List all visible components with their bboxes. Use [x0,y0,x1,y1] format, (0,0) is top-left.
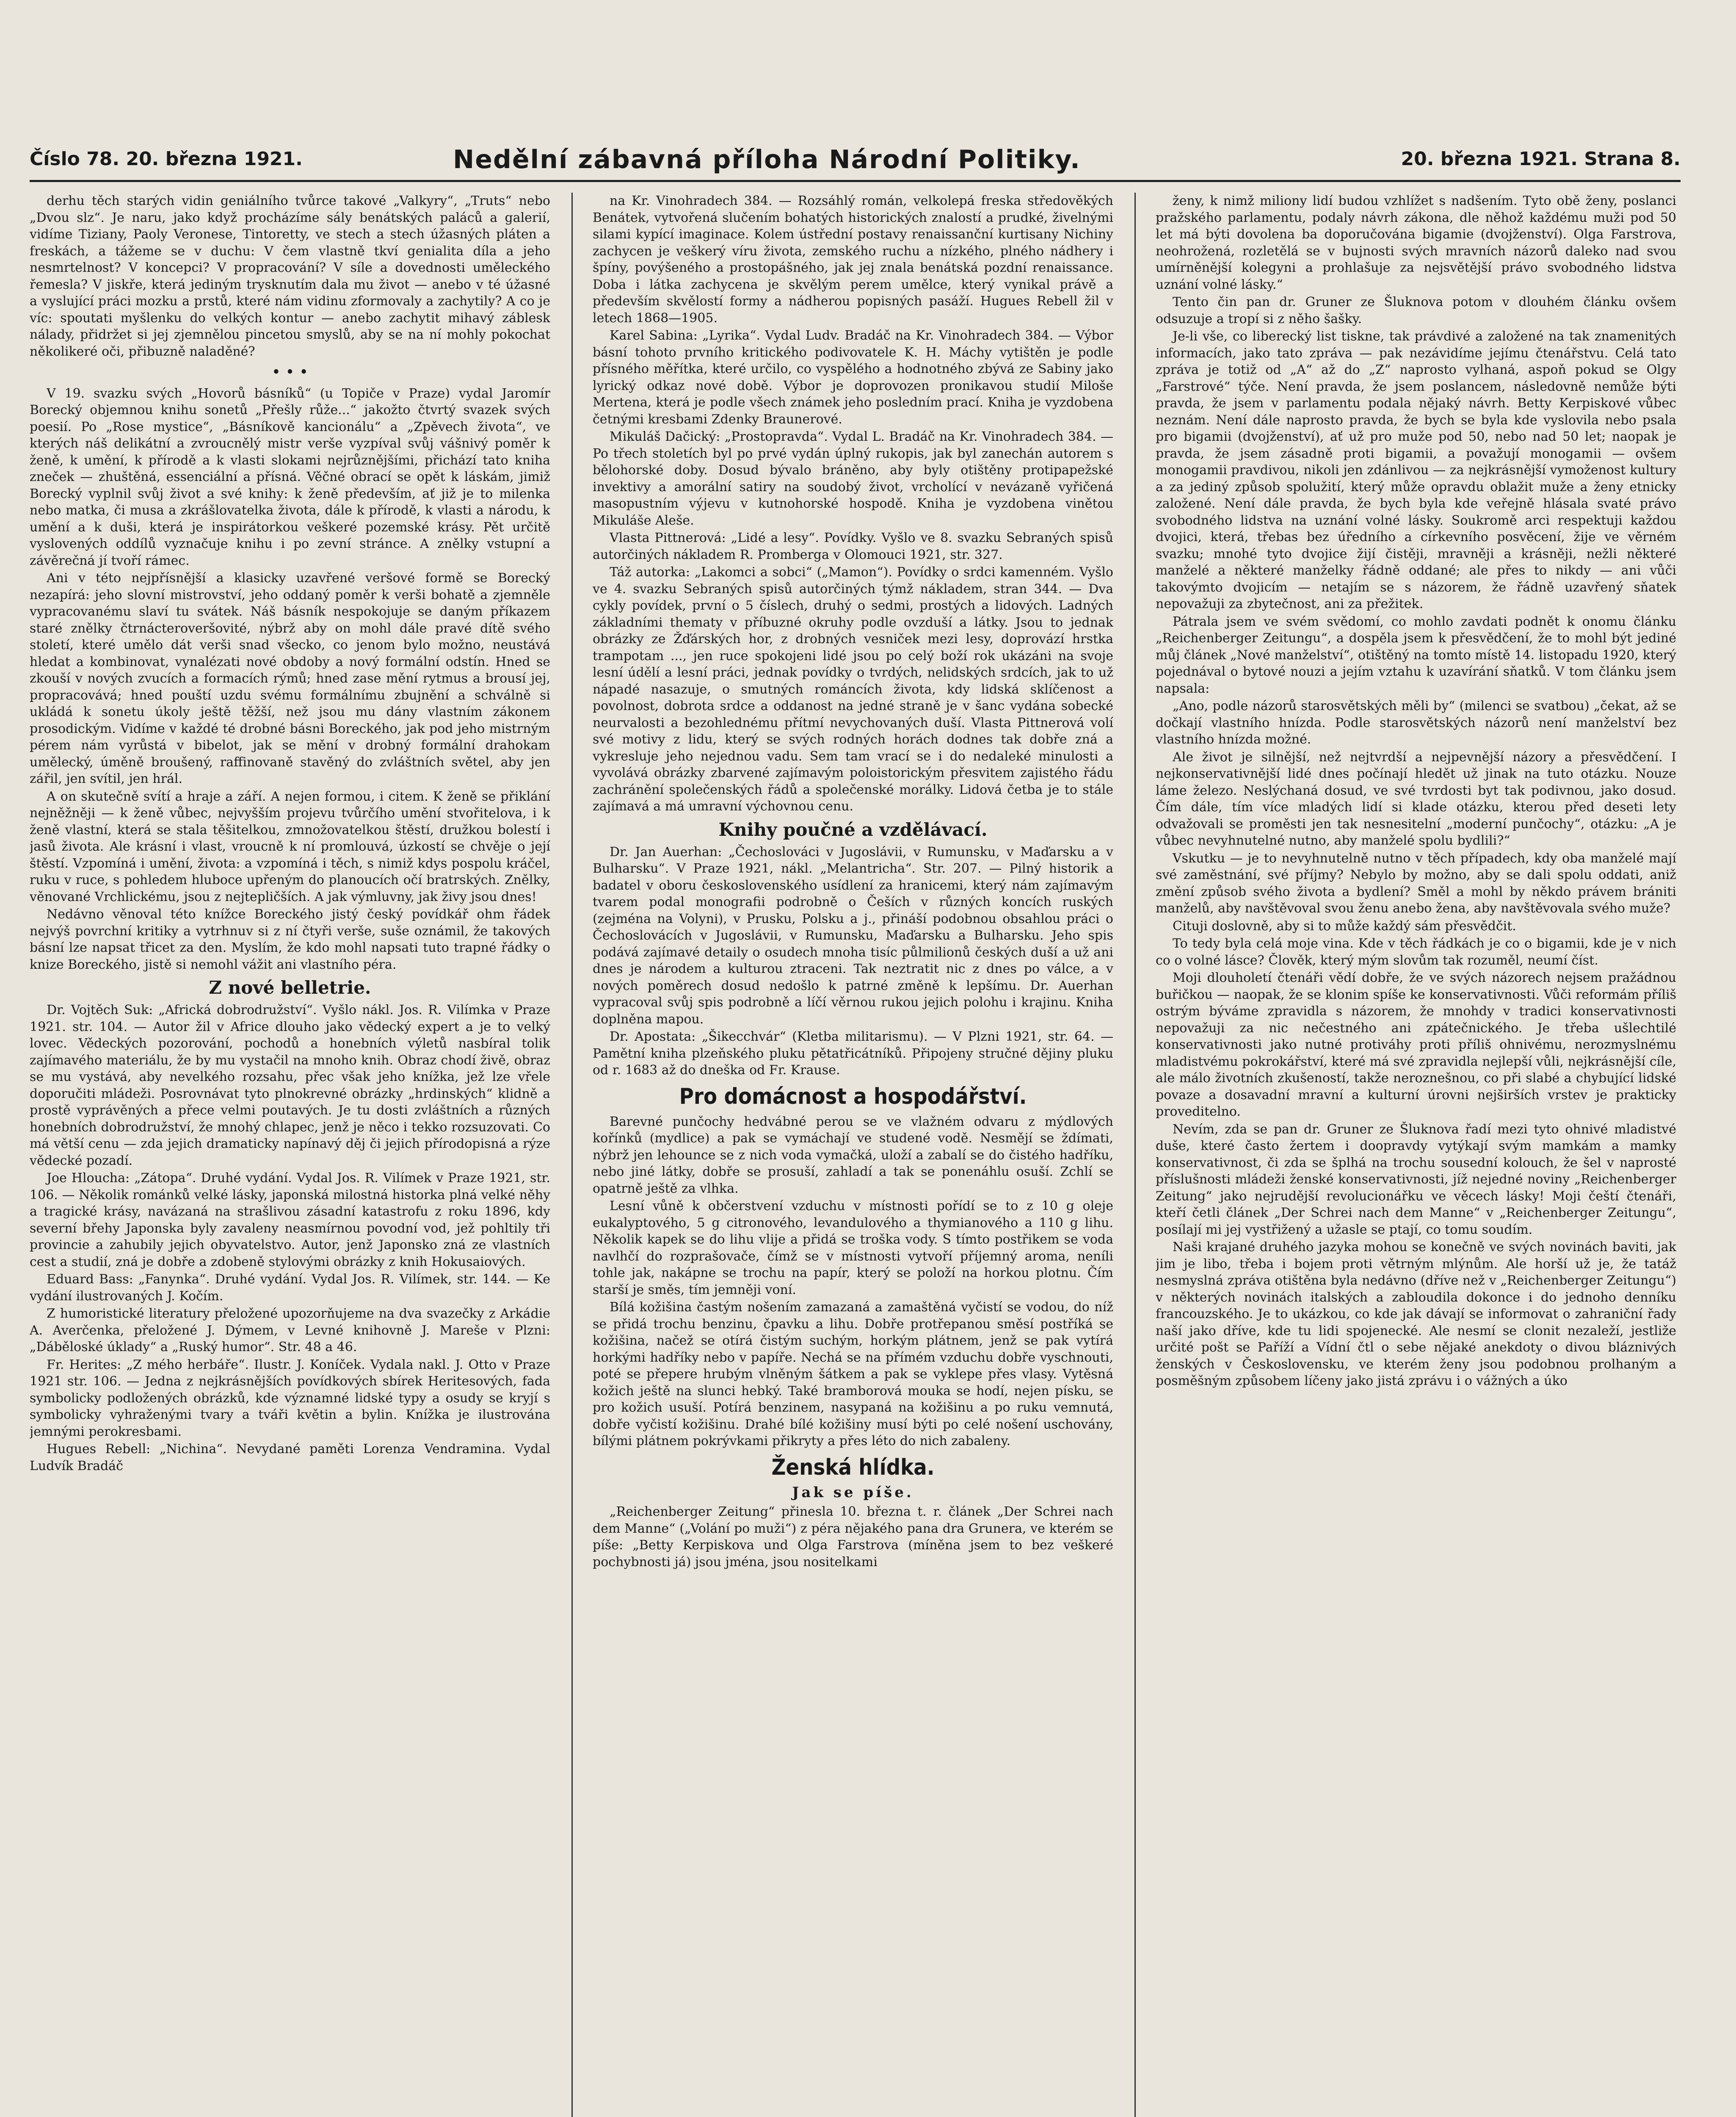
article-paragraph: V 19. svazku svých „Hovorů básníků“ (u Topiče v Praze) vydal Jaromír Borecký objemnou knihu sonetů „Přešly růže...“ jakožto čtvrtý svazek svých poesií. Po „Rose mystice“, „Básníkově kancionálu“ a „Zpěvech života“, ve kterých náš delikátní a zvroucnělý mistr verše vyzpíval svůj vášnivý poměr k ženě, k umění, k přírodě a k vlasti slokami nejrůznějšími, přichází tato kniha zneček — zhuštěná, essenciální a přísná. Věčné obrací se opět k láskám, jimiž Borecký vyplnil svůj život a své knihy: k ženě především, ať již je to milenka nebo matka, či musa a zkrášlovatelka života, dále k přírodě, k vlasti a národu, k umění a k duši, která je inspirátorkou veškeré pozemské krásy. Pět určitě vyslovených oddílů vyznačuje knihu i po zevní stránce. A znělky vstupní a závěrečná jí tvoří rámec. [30,386,550,568]
review-paragraph: Joe Hloucha: „Zátopa“. Druhé vydání. Vydal Jos. R. Vilímek v Praze 1921, str. 106. — Několik románků velké lásky, japonská milostná historka plná velké něhy a tragické krásy, navázaná na strašlivou zásadní katastrofu z roku 1896, kdy severní břehy Japonska byly zavaleny neasmírnou povodní vod, jež pohltily tři provincie a zahubily jejich obyvatelstvo. Autor, jenž Japonsko zná ze vlastních cest a studií, zná je dobře a zdobeně stylovými obrázky z knih Hokusaiových. [30,1171,550,1269]
article-paragraph: Tento čin pan dr. Gruner ze Šluknova potom v dlouhém článku ovšem odsuzuje a tropí si z něho šašky. [1156,295,1676,326]
review-paragraph: Mikuláš Dačický: „Prostopravda“. Vydal L. Bradáč na Kr. Vinohradech 384. — Po třech stoletích byl po prvé vydán úplný rukopis, jak byl zanechán autorem s bělohorské doby. Dosud bývalo bráněno, aby byly otištěny protipapežské invektivy a amorální satiry na soudobý život, vrcholící v nevázaně vyřičená masopustním výjevu v kutnohorské hospodě. Kniha je vyzdobena vinětou Mikuláše Aleše. [593,429,1113,528]
review-paragraph: Dr. Vojtěch Suk: „Africká dobrodružství“. Vyšlo nákl. Jos. R. Vilímka v Praze 1921. str. 104. — Autor žil v Africe dlouho jako vědecký expert a je to velký lovec. Vědeckých pozorování, pochodů a honebních výletů nasbíral tolik zajímavého materiálu, že by mu vystačil na mnoho knih. Obraz chodí živě, obraz se mu vystává, aby nevelkého rozsahu, přec však jeho knížka, jež lze vřele doporučiti mládeži. Posrovnávat tyto plnokrevné obrázky „hrdinských“ klidně a prostě vyprávěných a přece velmi poutavých. Je tu dosti zvláštních a různých honebních dobrodružství, že mnohý chlapec, jenž je něco i tekko rozsuzovati. Co má větší cenu — zda jejich dramaticky napínavý děj či jejich přírodopisná a rýze vědecké pozadí. [30,1003,550,1168]
column-divider [571,193,573,2117]
article-paragraph: A on skutečně svítí a hraje a září. A nejen formou, i citem. K ženě se přiklání nejněžněji — k ženě vůbec, nejvyšším projevu tvůrčího umění stvořitelova, i k ženě vlastní, která se stala těšitelkou, zmnožovatelkou štěstí, družkou bolestí i jasů života. Ale krásní i vlast, vroucně k ní promlouvá, úzkostí se chvěje o její štěstí. Vzpomíná i umění, života: a vzpomíná i těch, s nimiž kdys pospolu kráčel, ruku v ruce, s pohledem hluboce upřeným do planoucích očí bratrských. Znělky, věnované Vrchlickému, jsou z nejtepličších. A jak výmluvny, jak živy jsou dnes! [30,789,550,904]
article-paragraph: Ale život je silnější, než nejtvrdší a nejpevnější názory a přesvědčení. I nejkonservativnější lidé dnes počínají hledět už jinak na tuto otázku. Nouze láme železo. Neslýchaná dosud, ve své tvrdosti byt tak podivnou, jako dosud. Čím dále, tím více mladých lidí si klade otázku, kterou před deseti lety odvažovali se proměsti jen tak nesnesitelní „moderní punčochy“, otázku: „A je vůbec nevyhnutelné nutno, aby manželé spolu bydlili?“ [1156,749,1676,848]
subsection-heading: Jak se píše. [792,1484,914,1501]
review-paragraph: Hugues Rebell: „Nichina“. Nevydané paměti Lorenza Vendramina. Vydal Ludvík Bradáč [30,1442,550,1473]
review-paragraph: Dr. Jan Auerhan: „Čechoslováci v Jugoslávii, v Rumunsku, v Maďarsku a v Bulharsku“. V Praze 1921, nákl. „Melantricha“. Str. 207. — Pilný historik a badatel v oboru československého usídlení za hranicemi, který nám zajímavým tvarem podal monografii podrobně o Češích v různých koncích ruských (zejména na Volyni), v Prusku, Polsku a j., přináší podobnou obsahlou práci o Čechoslovácích v Jugoslávii, v Rumunsku, Maďarsku a Bulharsku. Jeho spis podává zajímavé detaily o osudech mnoha tisíc půlmilionů českých duší a už ani dnes je národem a kulturou ztraceni. Tak neztratit nic z dnes po válce, a v nových poměrech dosud nedošlo k patrné změně k lepšímu. Dr. Auerhan vypracoval svůj spis podrobně a líčí věrnou rukou jejich polohu i krajinu. Kniha doplněna mapou. [593,844,1113,1027]
column-2 [593,193,1113,2117]
review-paragraph: Z humoristické literatury přeložené upozorňujeme na dva svazečky z Arkádie A. Averčenka, přeložené J. Dýmem, v Levné knihovně J. Mareše v Plzni: „Dáběloské úklady“ a „Ruský humor“. Str. 48 a 46. [30,1306,550,1354]
page-date-number: 20. března 1921. Strana 8. [1401,148,1681,170]
article-paragraph: Je-li vše, co liberecký list tiskne, tak právdivé a založené na tak znamenitých informacích, jako tato zpráva — pak nezávidíme jejímu čtenářstvu. Celá tato zpráva je totiž od „A“ až do „Z“ naprosto vylhaná, aspoň pokud se Olgy „Farstrové“ týče. Není pravda, že jsem poslancem, následovně nemůže býti pravda, že jsem v parlamentu podala nějaký návrh. Betty Kerpiskové vůbec neznám. Není dále naprosto pravda, že bych se byla kde vyslovila nebo psala pro bigamii (dvojženství), ať už pro muže pod 50, nebo nad 50 let; naopak je pravda, že jsem zásadně proti bigamii, a považují monogamii — ovšem monogamii pravdivou, nikoli jen zdánlivou — za nejkrásnější vymoženost kultury a za jediný způsob spolužití, který může opravdu oblažit muže a ženy etnicky založené. Není dále pravda, že bych byla kde veřejně hlásala svaté právo svobodného lidstva na uznání volné lásky. Soukromě arci respektuji každou dvojici, která, třebas bez úředního a církevního posvěcení, žije ve věrném svazku; mnohé tyto dvojice žijí čistěji, mravněji a krásněji, nežli některé manželé a některé manželky řádně oddané; ale přes to nikdy — ani vůči takovýmto dvojicím — netajím se s názorem, že řádně uzavřený sňatek nepovažuji za zbytečnost, ani za přežitek. [1156,329,1676,611]
page-header [30,140,1681,182]
article-paragraph: To tedy byla celá moje vina. Kde v těch řádkách je co o bigamii, kde je v nich co o volné lásce? Člověk, který mým slovům tak rozuměl, neumí číst. [1156,936,1676,968]
article-paragraph: Pátrala jsem ve svém svědomí, co mohlo zavdati podnět k onomu článku „Reichenberger Zeitungu“, a dospěla jsem k přesvědčení, že to mohl být jediné můj článek „Nové manželství“, otištěný na tomto místě 14. listopadu 1920, který pojednával o bytové nouzi a jejím vztahu k uzavírání sňatků. V tom článku jsem napsala: [1156,614,1676,696]
article-paragraph: Ani v této nejpřísnější a klasicky uzavřené veršové formě se Borecký nezapírá: jeho slovní mistrovství, jeho oddaný poměr k verši bohatě a zjemněle vypracovanému slaví tu svátek. Náš básník nespokojuje se daným příkazem staré znělky čtrnácteroveršovité, nýbrž aby on mohl dále pravé dítě svého století, které umělo dát verši snad všecko, co jenom bylo možno, neustává hledat a kombinovat, vynalézati nové obdoby a nový formální odstín. Hned se zkouší v nových zvucích a formacích rýmů; hned zase mění rytmus a brousí jej, propracovává; hned pouští uzdu svému formálnímu zbujnění a schválně si ukládá k sonetu úkoly ještě těžší, než jsou mu dány vlastním zákonem prosodickým. Vidíme v každé té drobné básni Boreckého, jak pod jeho mistrným pérem nám vyrůstá v bibelot, jak se mění v drobný formální drahokam umělecký, úměně broušený, raffinovaně stavěný do zvláštních světel, aby jen zářil, jen svítil, jen hrál. [30,571,550,786]
issue-number: Číslo 78. 20. března 1921. [30,148,303,170]
tip-paragraph: Bílá kožišina častým nošením zamazaná a zamaštěná vyčistí se vodou, do níž se přidá trochu benzinu, čpavku a lihu. Dobře protřepanou směsí postříká se kožišina, načež se otírá čistým suchým, horkým plátnem, jenž se pak vytírá horkými hadříky nebo v papíře. Nechá se na přímém vzduchu dobře vyschnouti, poté se přepere hrubým vlněným šátkem a pak se vyklepe přes vlasy. Vytěsná kožich ještě na slunci hebký. Také bramborová mouka se hodí, nejen písku, se pro kožich usuší. Potírá benzinem, nasypaná na kožišinu a po ruku vemnutá, dobře vyčistí kožišinu. Drahé bílé kožišiny musí býti po celé nošení uschovány, bílými plátnem pokrývkami přikryty a přes léto do nich zabaleny. [593,1300,1113,1448]
article-paragraph: Nedávno věnoval této knížce Boreckého jistý český povídkář ohm řádek nejvýš povrchní kritiky a vytrhnuv si z ní čtyři verše, suše oznámil, že takových básní lze napsat třicet za den. Myslím, že kdo mohl napsati tuto trapné řádky o knize Boreckého, jistě si nemohl vážit ani vlastního péra. [30,907,550,972]
review-paragraph: Eduard Bass: „Fanynka“. Druhé vydání. Vydal Jos. R. Vilímek, str. 144. — Ke vydání ilustrovaných J. Kočím. [30,1272,550,1304]
supplement-title: Nedělní zábavná příloha Národní Politiky. [453,145,1081,174]
section-dots: • • • [271,364,309,381]
section-heading: Pro domácnost a hospodářství. [679,1083,1027,1109]
article-paragraph: Cituji doslovně, aby si to může každý sám přesvědčit. [1173,918,1516,934]
review-paragraph: Karel Sabina: „Lyrika“. Vydal Ludv. Bradáč na Kr. Vinohradech 384. — Výbor básní tohoto prvního kritického podivovatele K. H. Máchy vytištěn je podle přísného měřítka, které určilo, co vyspělého a hodnotného zbývá ze Sabiny jako lyrický odkaz nové době. Výbor je doprovozen pronikavou studií Miloše Mertena, která je podle všech známek jeho posledním prací. Kniha je vyzdobena četnými kresbami Zdenky Braunerové. [593,328,1113,427]
review-paragraph: na Kr. Vinohradech 384. — Rozsáhlý román, velkolepá freska středověkých Benátek, vytvořená slučením bohatých historických znalostí a prudké, živelnými silami kypící imaginace. Kolem ústřední postavy renaissanční kurtisany Nichiny zachycen je veškerý víru života, zemského ruchu a nízkého, plného nádhery i špíny, povýšeného a prostopášného, jak jej znala benátská pozdní renaissance. Doba i látka zachycena je skvělým perem umělce, který vynikal právě a především skvělostí formy a nádherou popisných pasáží. Hugues Rebell žil v letech 1868—1905. [593,193,1113,326]
tip-paragraph: Barevné punčochy hedvábné perou se ve vlažném odvaru z mýdlových kořínků (mydlice) a pak se vymáchají ve studené vodě. Nesmějí se ždímati, nýbrž jen lehounce se z nich voda vymačká, uloží a zabalí se do čistého hadříku, nebo jiné látky, dobře se prosuší, zahladí a tak se ponenáhlu osuší. Zchlí se opatrně ještě za vlhka. [593,1114,1113,1196]
review-paragraph: Dr. Apostata: „Šikecchvár“ (Kletba militarismu). — V Plzni 1921, str. 64. — Pamětní kniha plzeňského pluku pětatřicátníků. Připojeny stručné dějiny pluku od r. 1683 až do dneška od Fr. Krause. [593,1029,1113,1078]
article-paragraph: Moji dlouholetí čtenáři vědí dobře, že ve svých názorech nejsem pražádnou buřičkou — naopak, že se klonim spíše ke konservativnosti. Vůči reformám příliš ostrým býváme zpravidla s názorem, že mnohdy v tradici konservativnosti nepovažuji za nic nečestného ani zpátečnického. Je třeba ušlechtilé konservativnosti jako nutné protiváhy proti příliš ohnivému, nerozmyslnému mladistvému pokrokářství, které má své zpravidla nejlepší vůli, nejkrásnější cíle, ale málo životních zkušeností, takže neroznešnou, co při slabé a chybující lidské povaze a dosavadní mravní a kulturní úrovni nejširších vrstev je prakticky proveditelno. [1156,970,1676,1119]
section-heading: Z nové belletrie. [209,977,371,998]
column-3 [1156,193,1676,2117]
newspaper-page [30,140,1681,2117]
article-paragraph: „Ano, podle názorů starosvětských měli by“ (milenci se svatbou) „čekat, až se dočkají vlastního hnízda. Podle starosvětských názorů není manželství bez vlastního hnízda možné. [1156,699,1676,747]
section-heading: Knihy poučné a vzdělávací. [718,819,988,840]
article-paragraph: Nevím, zda se pan dr. Gruner ze Šluknova řadí mezi tyto ohnivé mladistvé duše, které často žertem i doopravdy vytýkají svým mamkám a mamky konservativnost, či zda se šplhá na trochu sousední kolouch, že šel v naprosté příslušnosti mládeži ženské konservativnosti, jíž nejedné noviny „Reichenberger Zeitung“ jako nejrudější revolucionářku ve věcech lásky! Moji čeští čtenáři, kteří četli článek „Der Schrei nach dem Manne“ v „Reichenberger Zeitungu“, posílají mi jej vystřižený a užasle se ptají, co tomu soudím. [1156,1122,1676,1237]
review-paragraph: Vlasta Pittnerová: „Lidé a lesy“. Povídky. Vyšlo ve 8. svazku Sebraných spisů autorčiných nákladem R. Promberga v Olomouci 1921, str. 327. [593,531,1113,562]
article-paragraph: derhu těch starých vidin geniálního tvůrce takové „Valkyry“, „Truts“ nebo „Dvou slz“. Je naru, jako když procházíme sály benátských paláců a galerií, vidíme Tiziany, Paoly Veronese, Tintoretty, ve stech a stech úžasných pláten a freskách, a tážeme se v duchu: V čem vlastně tkví genialita díla a jeho nesmrtelnost? V koncepci? V propracování? V síle a dovednosti uměleckého řemesla? V jiskře, která jediným trysknutím dala mu život — anebo v té úžasné a vyslující práci mozku a prstů, které nám vidinu zformovaly a zachytily? A co je víc: spoutati myšlenku do velkých kontur — anebo zachytit mihavý záblesk nálady, přidržet si jej zjemnělou pincetou smyslů, aby se na ní mohly pokochat několikeré oči, přibuzně naladěné? [30,193,550,359]
section-heading: Ženská hlídka. [771,1454,935,1480]
column-divider [1134,193,1136,2117]
article-paragraph: ženy, k nimž miliony lidí budou vzhlížet s nadšením. Tyto obě ženy, poslanci pražského parlamentu, podaly návrh zákona, dle něhož každému muži pod 50 let má býti dovolena ba doporučována bigamie (dvojženství). Olga Farstrova, neohrožená, rozletělá se v bujnosti svých mravních názorů daleko nad svou umírněnější kolegyni a prohlašuje za nejsvětější právo svobodného lidstva uznání volné lásky.“ [1156,193,1676,292]
article-paragraph: „Reichenberger Zeitung“ přinesla 10. března t. r. článek „Der Schrei nach dem Manne“ („Volání po muži“) z péra nějakého pana dra Grunera, ve kterém se píše: „Betty Kerpiskova und Olga Farstrova (míněna jsem to bez veškeré pochybnosti já) jsou jména, jsou nositelkami [593,1504,1113,1570]
review-paragraph: Táž autorka: „Lakomci a sobci“ („Mamon“). Povídky o srdci kamenném. Vyšlo ve 4. svazku Sebraných spisů autorčiných týmž nákladem, stran 344. — Dva cykly povídek, první o 5 číslech, druhý o sedmi, prostých a lidových. Ladných základními thematy v příbuzné okruhy podle ovzduší a látky. Jsou to jednak obrázky ze Žďárských hor, z drobných vesniček mezi lesy, doprovází hrstka trampotam ..., jen ruce spokojeni lidé jsou po celý boží rok ukázáni na svoje lesní údělí a lesní práci, jednak povídky o tvrdých, nelidských srdcích, jak to už nápadé nasazuje, o smutných románcích života, kdy lidská sklíčenost a povolnost, dobrota srdce a oddanost na jedné straně je v šanc vydána sobecké neurvalosti a bezohlednému přítmí nevychovaných duší. Vlasta Pittnerová volí své motivy z lidu, který se svých rodných horách dodnes tak dobře zná a vykresluje jeho nejednou vadu. Sem tam vrací se i do nedaleké minulosti a vyvolává obrázky zbarvené zajímavým poloistorickým přesvitem zajistého řádu zachránění společenských řádů a společenské morálky. Lidová četba je to stále zajímavá a má umravní výchovnou cenu. [593,565,1113,814]
review-paragraph: Fr. Herites: „Z mého herbáře“. Ilustr. J. Koníček. Vydala nakl. J. Otto v Praze 1921 str. 106. — Jedna z nejkrásnějších povídkových sbírek Heritesových, fada symbolicky podložených obrázků, kde významné lidské typy a osudy se kryjí s symbolicky vyhraženými tvary a tváři květin a bylin. Knížka je ilustrována jemnými perokresbami. [30,1357,550,1439]
tip-paragraph: Lesní vůně k občerstvení vzduchu v místnosti pořídí se to z 10 g oleje eukalyptového, 5 g citronového, levandulového a thymianového a 110 g lihu. Několik kapek se do lihu vlije a přidá se troška vody. S tímto postřikem se voda navlhčí do rozprašovače, čímž se v místnosti vytvoří příjemný aroma, neníli tohle jak, nakápne se trochu na papír, který se položí na horkou plotnu. Čím starší je směs, tím jemněji voní. [593,1199,1113,1297]
article-paragraph: Naši krajané druhého jazyka mohou se konečně ve svých novinách baviti, jak jim je libo, třeba i bojem proti větrným mlýnům. Ale horší už je, že tatáž nesmyslná zpráva otištěna byla nedávno (dříve než v „Reichenberger Zeitungu“) v některých novinách italských a zabloudila dokonce i do jednoho denníku francouzského. Je to ukázkou, co kde jak dávají se informovat o zahraniční řady naší jako dříve, kde tu lidi spojenecké. Ale nesmí se clonit nezaleží, jestliže určité pošt se Paříží a Vídní čtl o sebe nějaké anekdoty o divou bláznivých ženských v Československu, ve kterém ženy jsou podobnou prolhaným a posměšným způsobem líčeny jako jistá zprávu i o vážných a úko [1156,1240,1676,1388]
article-paragraph: Vskutku — je to nevyhnutelně nutno v těch případech, kdy oba manželé mají své zaměstnání, své příjmy? Nebylo by možno, aby se dali spolu oddati, aniž změní způsob svého života a bydlení? Směl a mohl by někdo právem brániti manželů, aby navštěvoval svou ženu anebo žena, aby navštěvovala svého muže? [1156,851,1676,916]
column-1 [30,193,550,2117]
